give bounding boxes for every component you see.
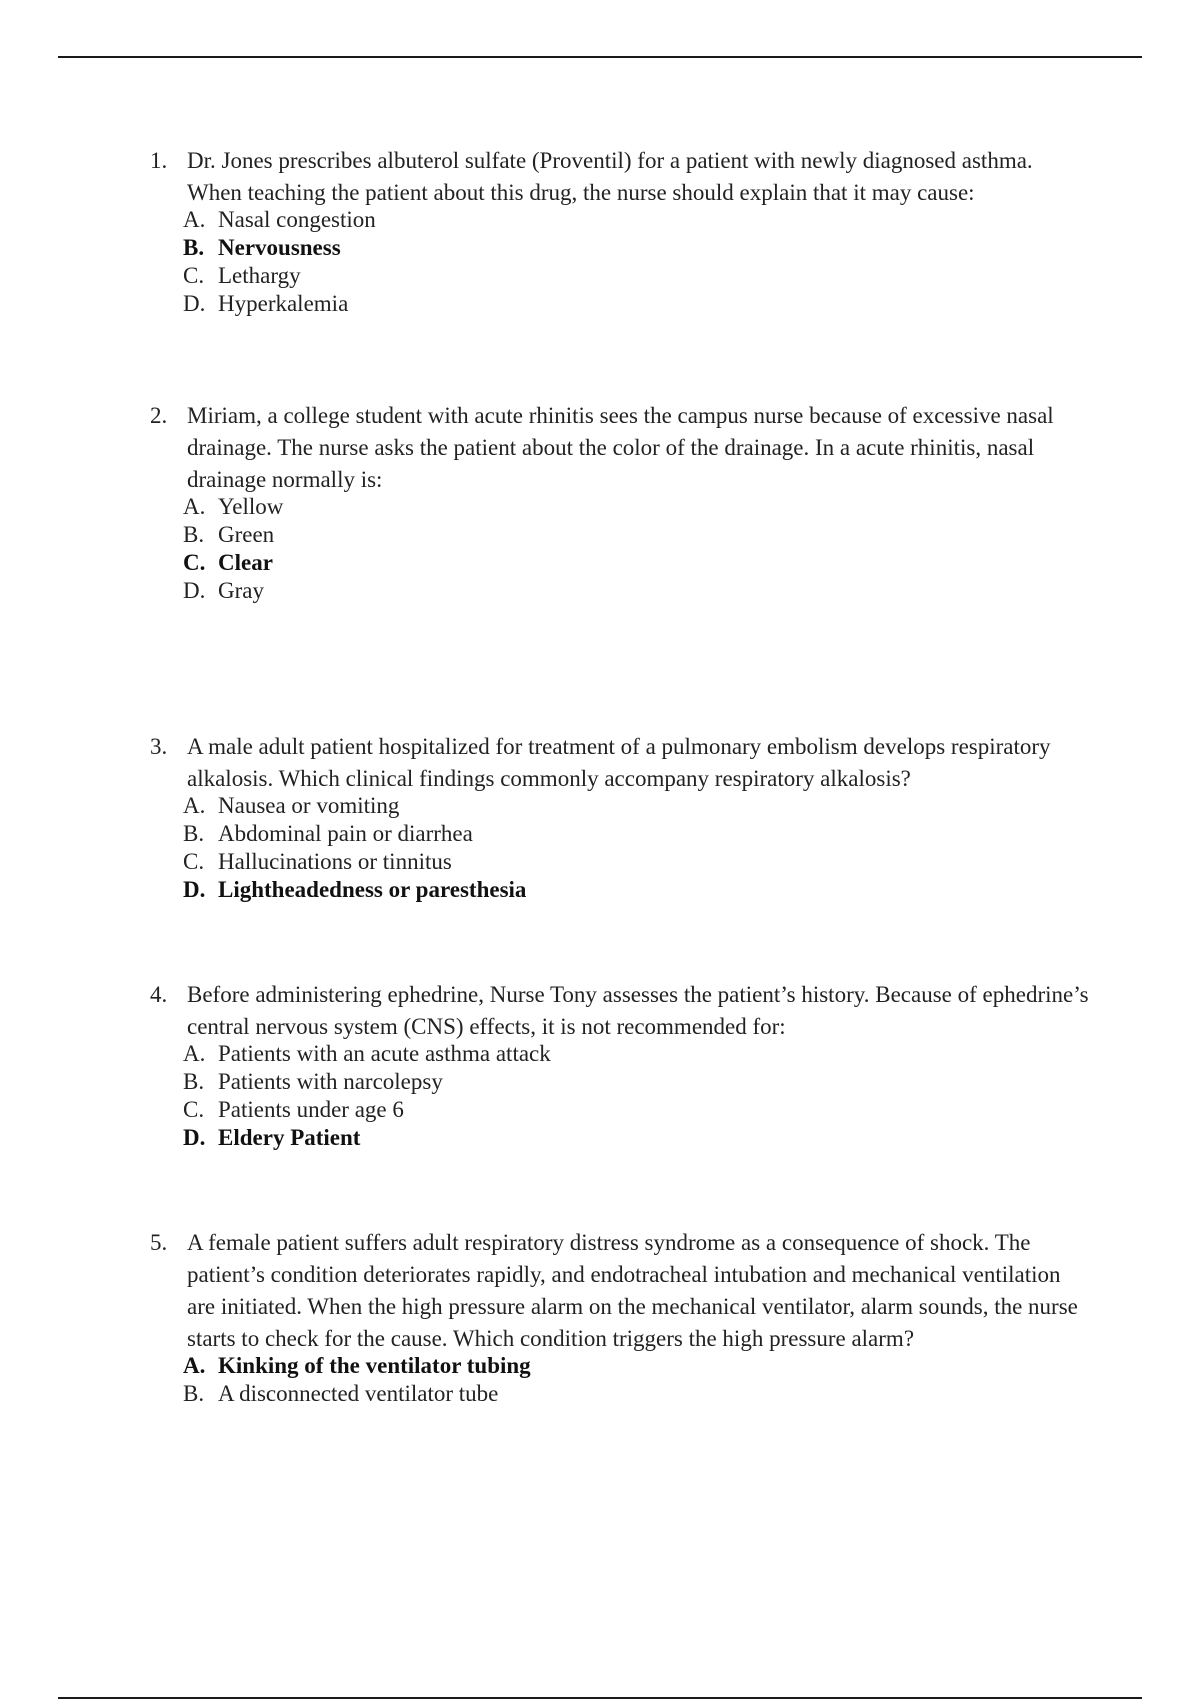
answer-options	[150, 206, 1090, 318]
option-b	[183, 820, 1090, 848]
option-b	[183, 521, 1090, 549]
option-letter: C.	[183, 263, 205, 288]
option-letter: D.	[183, 291, 206, 316]
option-d	[183, 577, 1090, 605]
option-text: Lightheadedness or paresthesia	[218, 877, 527, 902]
option-d	[183, 290, 1090, 318]
option-text: Clear	[218, 550, 273, 575]
option-letter: B.	[183, 522, 205, 547]
question-1	[150, 145, 1090, 318]
answer-options	[150, 1040, 1090, 1152]
option-c-correct	[183, 549, 1090, 577]
option-text: A disconnected ventilator tube	[218, 1381, 499, 1406]
option-letter: A.	[183, 1353, 206, 1378]
option-letter: B.	[183, 235, 205, 260]
option-letter: A.	[183, 207, 206, 232]
option-text: Nasal congestion	[218, 207, 376, 232]
question-text: Dr. Jones prescribes albuterol sulfate (Proventil) for a patient with newly diagnosed asthma. When teaching the patient about this drug, the nurse should explain that it may cause:	[187, 148, 1033, 205]
question-number: 2.	[150, 403, 168, 428]
question-stem	[150, 979, 1090, 1043]
option-b	[183, 1068, 1090, 1096]
option-letter: D.	[183, 578, 206, 603]
option-text: Patients with an acute asthma attack	[218, 1041, 551, 1066]
option-a	[183, 493, 1090, 521]
question-number: 3.	[150, 734, 168, 759]
option-text: Kinking of the ventilator tubing	[218, 1353, 531, 1378]
option-a	[183, 206, 1090, 234]
footer-rule	[58, 1697, 1142, 1699]
option-letter: A.	[183, 494, 206, 519]
option-letter: A.	[183, 793, 206, 818]
option-c	[183, 848, 1090, 876]
question-text: A female patient suffers adult respiratory distress syndrome as a consequence of shock. The patient’s condition deteriorates rapidly, and endotracheal intubation and mechanical ventilation are initiated. When the high pressure alarm on the mechanical ventilator, alarm sounds, the nurse starts to check for the cause. Which condition triggers the high pressure alarm?	[187, 1230, 1078, 1351]
option-text: Nausea or vomiting	[218, 793, 400, 818]
question-number: 5.	[150, 1230, 168, 1255]
option-letter: D.	[183, 1125, 206, 1150]
answer-options	[150, 493, 1090, 605]
option-text: Gray	[218, 578, 264, 603]
option-d-correct	[183, 1124, 1090, 1152]
option-a-correct	[183, 1352, 1090, 1380]
option-b	[183, 1380, 1090, 1408]
option-letter: A.	[183, 1041, 206, 1066]
option-letter: B.	[183, 1069, 205, 1094]
option-d-correct	[183, 876, 1090, 904]
question-text: Before administering ephedrine, Nurse Tony assesses the patient’s history. Because of ephedrine’s central nervous system (CNS) effects, it is not recommended for:	[187, 982, 1089, 1039]
question-4	[150, 979, 1090, 1152]
option-letter: B.	[183, 821, 205, 846]
option-text: Yellow	[218, 494, 284, 519]
option-letter: D.	[183, 877, 206, 902]
option-text: Hyperkalemia	[218, 291, 349, 316]
question-stem	[150, 145, 1090, 209]
option-text: Hallucinations or tinnitus	[218, 849, 452, 874]
option-b-correct	[183, 234, 1090, 262]
question-3	[150, 731, 1090, 904]
option-c	[183, 262, 1090, 290]
question-text: A male adult patient hospitalized for treatment of a pulmonary embolism develops respiratory alkalosis. Which clinical findings commonly accompany respiratory alkalosis?	[187, 734, 1051, 791]
option-text: Abdominal pain or diarrhea	[218, 821, 473, 846]
option-text: Green	[218, 522, 275, 547]
option-letter: C.	[183, 550, 206, 575]
question-stem	[150, 731, 1090, 795]
question-5	[150, 1227, 1090, 1408]
question-stem	[150, 400, 1090, 496]
answer-options	[150, 1352, 1090, 1408]
option-text: Lethargy	[218, 263, 301, 288]
option-letter: B.	[183, 1381, 205, 1406]
answer-options	[150, 792, 1090, 904]
question-number: 4.	[150, 982, 168, 1007]
option-text: Eldery Patient	[218, 1125, 361, 1150]
option-text: Patients with narcolepsy	[218, 1069, 443, 1094]
option-letter: C.	[183, 1097, 205, 1122]
question-text: Miriam, a college student with acute rhinitis sees the campus nurse because of excessive nasal drainage. The nurse asks the patient about the color of the drainage. In a acute rhinitis, nasal drainage normally is:	[187, 403, 1054, 492]
question-stem	[150, 1227, 1090, 1355]
option-text: Nervousness	[218, 235, 341, 260]
option-text: Patients under age 6	[218, 1097, 404, 1122]
question-number: 1.	[150, 148, 168, 173]
option-a	[183, 1040, 1090, 1068]
option-a	[183, 792, 1090, 820]
option-letter: C.	[183, 849, 205, 874]
question-2	[150, 400, 1090, 605]
option-c	[183, 1096, 1090, 1124]
header-rule	[58, 56, 1142, 58]
